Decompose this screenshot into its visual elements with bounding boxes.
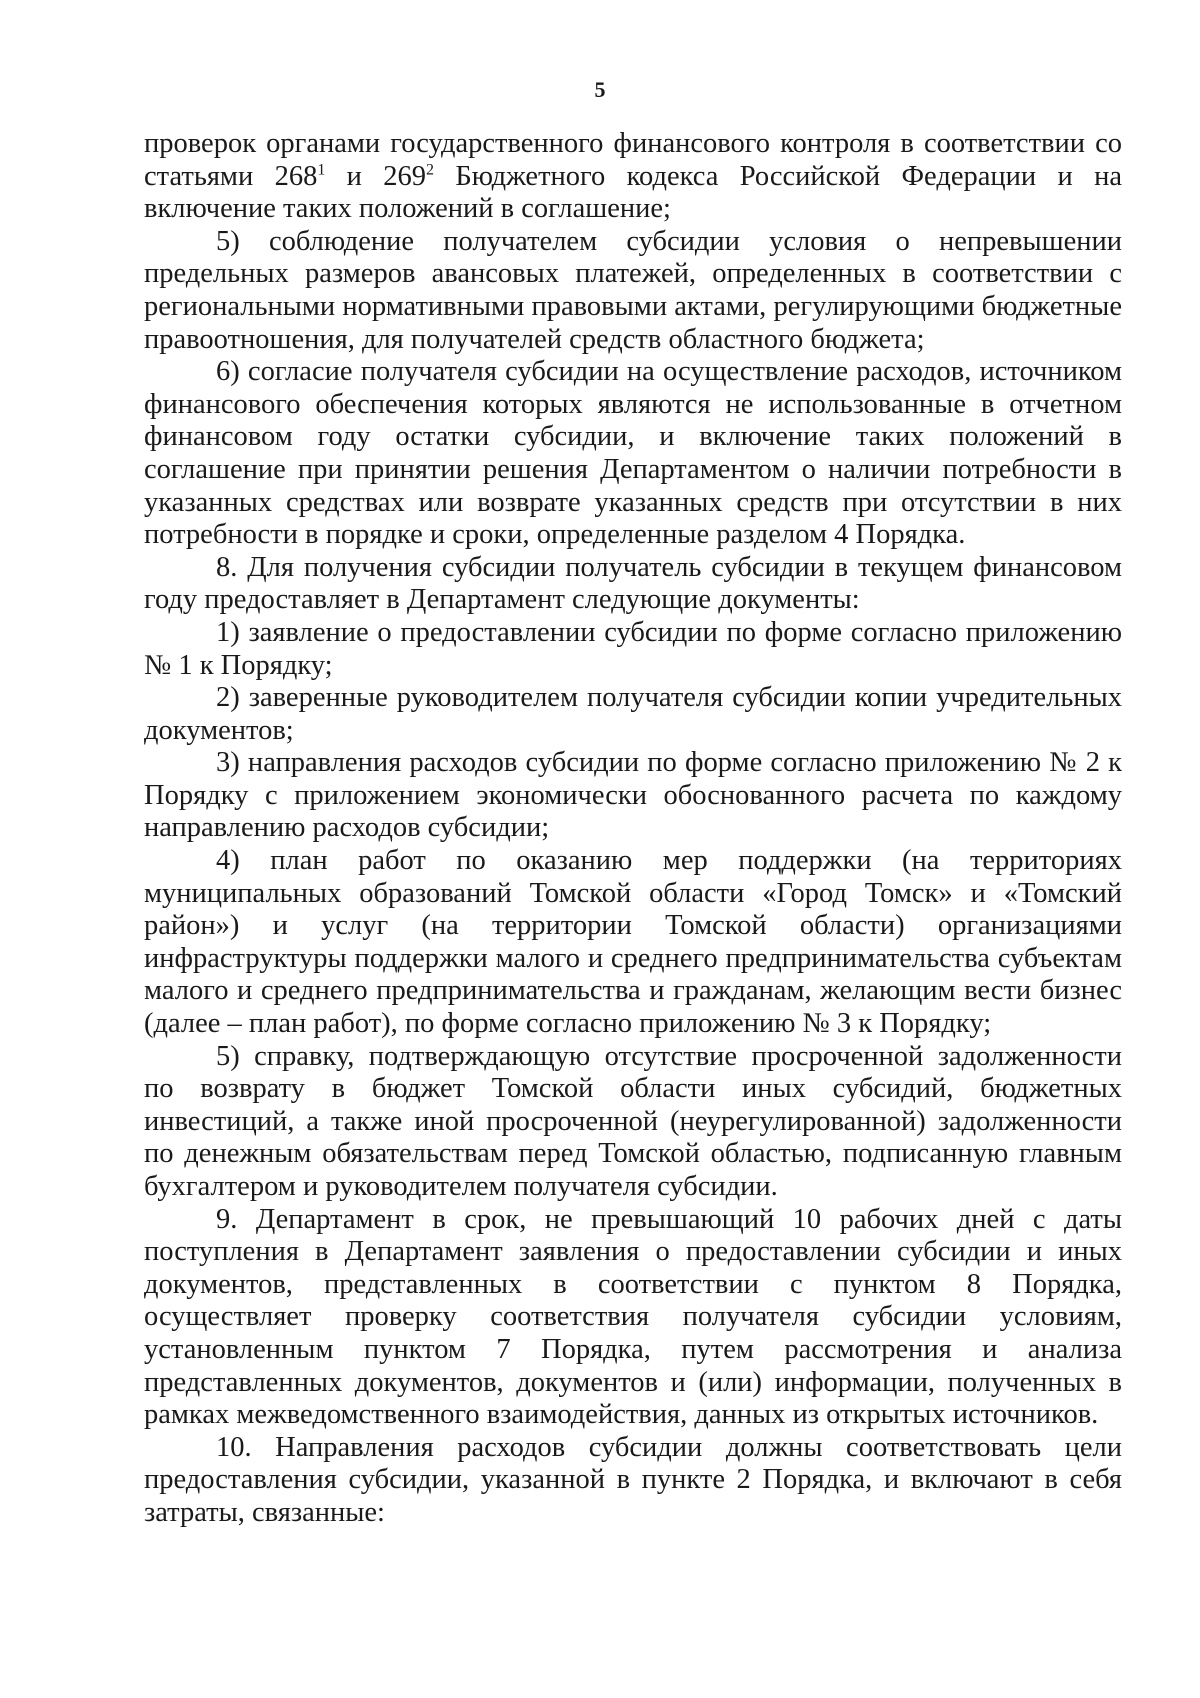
paragraph-text: и 269 (325, 160, 427, 192)
paragraph-text: Бюджетного кодекса Российской Федерации и на включение таких положений в соглашение; (144, 160, 1122, 225)
paragraph-doc-5: 5) справку, подтверждающую отсутствие просроченной задолженности по возврату в бюджет Томской области иных субсидий, бюджетных инвестиций, а также иной просроченной (неурегулированной) задолженности по денежным обязательствам перед Томской областью, подписанную главным бухгалтером и руководителем получателя субсидии. (144, 1040, 1122, 1202)
paragraph-text: проверок органами государственного финансового контроля в соответствии со статьями 268 (144, 128, 1122, 192)
paragraph-doc-3: 3) направления расходов субсидии по форме согласно приложению № 2 к Порядку с приложением экономически обоснованного расчета по каждому направлению расходов субсидии; (144, 747, 1122, 844)
paragraph-continuation (144, 128, 1122, 226)
document-body (144, 128, 1122, 1530)
paragraph-item-5: 5) соблюдение получателем субсидии условия о непревышении предельных размеров авансовых платежей, определенных в соответствии с региональными нормативными правовыми актами, регулирующими бюджетные правоотношения, для получателей средств областного бюджета; (144, 225, 1122, 355)
paragraph-item-6: 6) согласие получателя субсидии на осуществление расходов, источником финансового обеспечения которых являются не использованные в отчетном финансовом году остатки субсидии, и включение таких положений в соглашение при принятии решения Департаментом о наличии потребности в указанных средствах или возврате указанных средств при отсутствии в них потребности в порядке и сроки, определенные разделом 4 Порядка. (144, 356, 1122, 551)
superscript: 2 (426, 161, 435, 179)
paragraph-section-10: 10. Направления расходов субсидии должны соответствовать цели предоставления субсидии, указанной в пункте 2 Порядка, и включают в себя затраты, связанные: (144, 1431, 1122, 1528)
paragraph-doc-2: 2) заверенные руководителем получателя субсидии копии учредительных документов; (144, 682, 1122, 746)
paragraph-section-9: 9. Департамент в срок, не превышающий 10 рабочих дней с даты поступления в Департамент заявления о предоставлении субсидии и иных документов, представленных в соответствии с пунктом 8 Порядка, осуществляет проверку соответствия получателя субсидии условиям, установленным пунктом 7 Порядка, путем рассмотрения и анализа представленных документов, документов и (или) информации, полученных в рамках межведомственного взаимодействия, данных из открытых источников. (144, 1203, 1122, 1431)
superscript: 1 (317, 161, 326, 179)
paragraph-section-8: 8. Для получения субсидии получатель субсидии в текущем финансовом году предоставляет в Департамент следующие документы: (144, 551, 1122, 616)
paragraph-doc-1: 1) заявление о предоставлении субсидии по форме согласно приложению № 1 к Порядку; (144, 616, 1122, 681)
paragraph-doc-4: 4) план работ по оказанию мер поддержки (на территориях муниципальных образований Томской области «Город Томск» и «Томский район») и услуг (на территории Томской области) организациями инфраструктуры поддержки малого и среднего предпринимательства субъектам малого и среднего предпринимательства и гражданам, желающим вести бизнес (далее – план работ), по форме согласно приложению № 3 к Порядку; (144, 845, 1122, 1040)
page-number: 5 (594, 77, 606, 102)
